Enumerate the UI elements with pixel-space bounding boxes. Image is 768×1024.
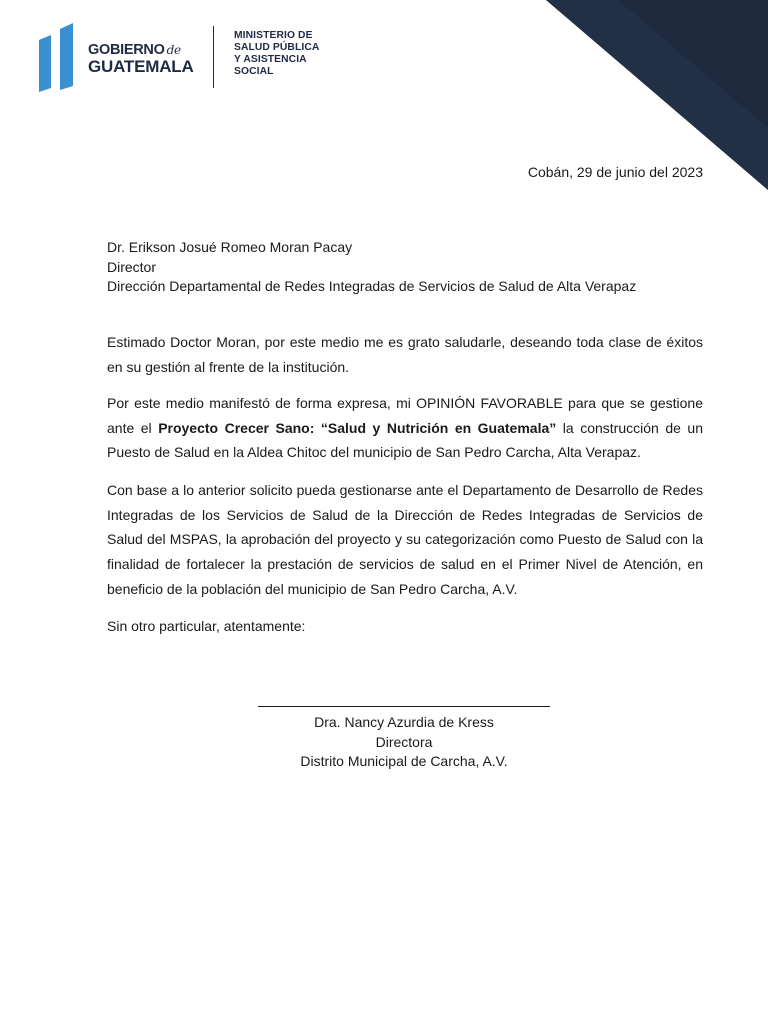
project-name: Proyecto Crecer Sano: “Salud y Nutrición en Guatemala” bbox=[158, 419, 557, 436]
ministry-name bbox=[234, 30, 364, 78]
recipient-title: Director bbox=[107, 258, 157, 275]
ministry-line: SALUD PÚBLICA bbox=[234, 42, 320, 53]
greeting-paragraph: Estimado Doctor Moran, por este medio me es grato saludarle, deseando toda clase de éxitos en su gestión al frente de la institución. bbox=[107, 334, 703, 375]
corner-decoration bbox=[528, 0, 768, 190]
government-wordmark-line1 bbox=[88, 42, 238, 58]
request-paragraph: Con base a lo anterior solicito pueda gestionarse ante el Departamento de Desarrollo de Redes Integradas de los Servicios de Salud de la Dirección de Redes Integradas de Servicios de Salud del MSPAS, la aprobación del proyecto y su categorización como Puesto de Salud con la finalidad de fortalecer la prestación de servicios de salud en el Primer Nivel de Atención, en beneficio de la población del municipio de San Pedro Carcha, A.V. bbox=[107, 482, 703, 597]
paragraph-text: la construcción de un Puesto de Salud en la Aldea Chitoc del municipio de San Pedro Carcha, Alta Verapaz. bbox=[107, 419, 703, 461]
signature-block bbox=[254, 706, 554, 772]
guatemala-flag-bars-icon bbox=[36, 20, 80, 96]
recipient-block bbox=[107, 238, 636, 297]
signer-title: Directora bbox=[375, 733, 433, 750]
wordmark-guatemala: GUATEMALA bbox=[88, 57, 194, 76]
logo-divider bbox=[213, 26, 214, 88]
wordmark-gobierno: GOBIERNO bbox=[88, 42, 165, 58]
wordmark-de: de bbox=[166, 43, 181, 57]
signer-office: Distrito Municipal de Carcha, A.V. bbox=[300, 753, 508, 769]
ministry-line: Y ASISTENCIA bbox=[234, 54, 307, 65]
recipient-institution: Dirección Departamental de Redes Integradas de Servicios de Salud de Alta Verapaz bbox=[107, 278, 637, 294]
recipient-name: Dr. Erikson Josué Romeo Moran Pacay bbox=[107, 239, 353, 255]
closing-line: Sin otro particular, atentamente: bbox=[107, 618, 306, 634]
paragraph-text: Por este medio manifestó de forma expresa, mi OPINIÓN FAVORABLE para que se gestione ante el bbox=[107, 395, 703, 436]
signature-line bbox=[258, 706, 550, 707]
government-wordmark bbox=[88, 42, 238, 76]
signer-name: Dra. Nancy Azurdia de Kress bbox=[314, 714, 494, 730]
letter-date: Cobán, 29 de junio del 2023 bbox=[527, 164, 703, 180]
ministry-line: SOCIAL bbox=[234, 66, 274, 77]
ministry-line: MINISTERIO DE bbox=[234, 30, 313, 41]
favorable-opinion-paragraph bbox=[107, 391, 703, 465]
